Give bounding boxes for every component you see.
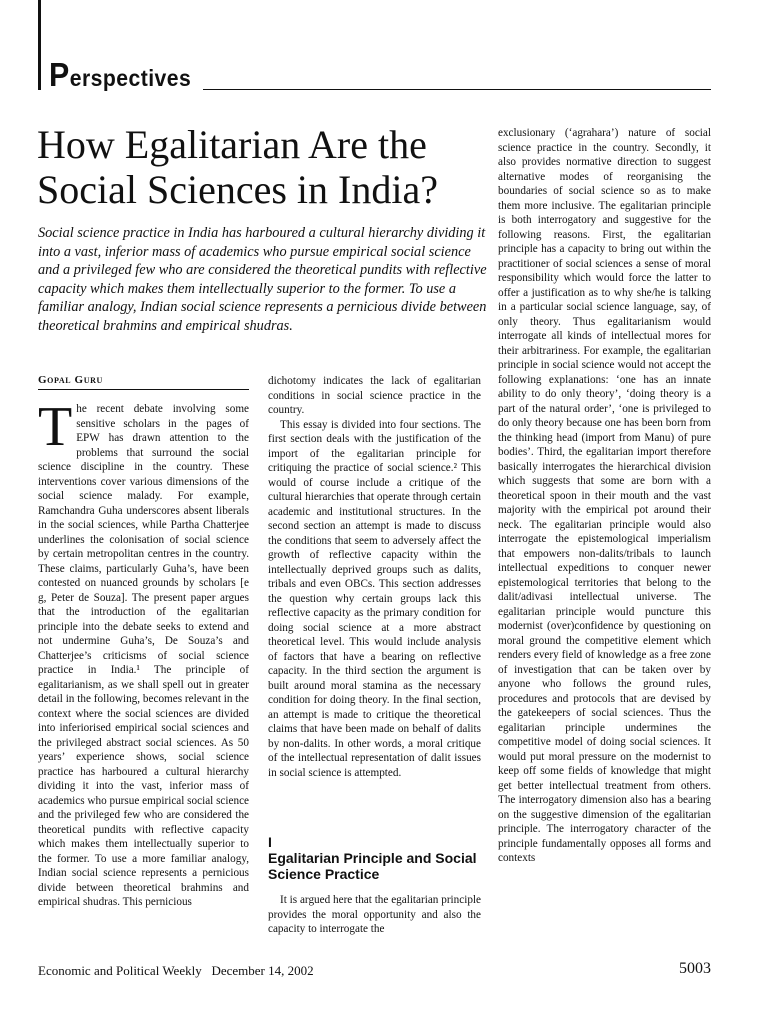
drop-cap: T: [38, 396, 73, 458]
column-2-paragraph-2: This essay is divided into four sections. The first section deals with the justification of the import of the egalitarian principle for critiquing the practice of social science.² This would of course include a critique of the cultural hierarchies that operate through certain academic and institutional structures. In the second section an attempt is made to discuss the conditions that seem to adversely affect the growth of reflective capacity within the intellectually deprived groups such as dalits, tribals and even OBCs. This section addresses the question why certain groups lack this reflective capacity as the primary condition for doing social science at a more abstract theoretical level. This would include analysis of factors that have a bearing on reflective capacity. In the third section the argument is built around moral stamina as the necessary condition for doing theory. In the final section, an attempt is made to critique the theoretical claims that have been made on behalf of dalits by non-dalits. In other words, a moral critique of the intellectual representation of dalit issues in social science is attempted.: [268, 418, 481, 779]
column-1-text: he recent debate involving some sensitive scholars in the pages of EPW has drawn attention to the problems that surround the social science discipline in the country. These interventions cover various dimensions of the social science malady. For example, Ramchandra Guha underscores absent liberals in the social sciences, while Partha Chatterjee underlines the colonisation of social science by certain metropolitan centres in the country. These claims, particularly Guha’s, have been contested on nuanced grounds by scholars [e g, Peter de Souza]. The present paper argues that the introduction of the egalitarian principle into the debate seeks to extend and not undermine Guha’s, De Souza’s and Chatterjee’s criticisms of social science practice in India.¹ The principle of egalitarianism, as we shall spell out in greater detail in the following, becomes relevant in the context where the social sciences are divided into inferiorised empirical social sciences and the privileged abstract social sciences. As 50 years’ experience shows, social science practice has harboured a cultural hierarchy dividing it into the vast, inferior mass of academics who pursue empirical social science and the privileged few who are considered the theoretical pundits with reflective capacity which makes them intellectually superior to the former. To use a more familiar analogy, Indian social science represents a pernicious divide between theoretical brahmins and empirical shudras. This pernicious: [38, 403, 249, 908]
author-rule: [38, 389, 249, 390]
section-horizontal-rule: [203, 89, 711, 90]
page-number: 5003: [679, 960, 711, 977]
section-vertical-rule: [38, 0, 41, 90]
section-heading-initial: P: [49, 56, 70, 93]
column-2: [268, 374, 481, 780]
column-2-continued: [268, 893, 481, 937]
issue-date: December 14, 2002: [211, 963, 314, 978]
article-title: How Egalitarian Are the Social Sciences in India?: [37, 122, 438, 212]
section-heading: [49, 58, 191, 91]
column-2-paragraph-1: dichotomy indicates the lack of egalitarian conditions in social science practice in the country.: [268, 375, 481, 416]
section-heading-rest: erspectives: [69, 65, 192, 91]
section-number: I: [268, 834, 272, 850]
column-1: [38, 396, 249, 910]
page-footer: [38, 963, 314, 979]
article-abstract: Social science practice in India has harboured a cultural hierarchy dividing it into a vast, inferior mass of academics who pursue empirical social science and a privileged few who are considered the theoretical pundits with reflective capacity which makes them intellectually superior to the former. To use a familiar analogy, Indian social science represents a pernicious divide between theoretical brahmins and empirical shudras.: [38, 225, 487, 334]
column-3-text: exclusionary (‘agrahara’) nature of social science practice in the country. Secondly, it also provides normative direction to suggest alternative modes of reorganising the boundaries of social science so as to make them more inclusive. The egalitarian principle is both interrogatory and suggestive for the following reasons. First, the egalitarian principle has a capacity to bring out within the practitioner of social sciences a sense of moral responsibility which would force the latter to offer a justification as to why she/he is talking in a particular social science language, say, of only theory. Thus egalitarianism would interrogate all kinds of intellectual mores for their arbitrariness. For example, the egalitarian principle in social science would not accept the following explanations: ‘one has an innate ability to do only theory’, ‘doing theory is a part of the natural order’, ‘one is privileged to do only theory because one has been born from the thinking head (import from Manu) of pure bodies’. Third, the egalitarian import therefore basically interrogates the hierarchical division which suggests that some are born with a theoretical spoon in their mouth and the vast majority with the empirical pot around their neck. The egalitarian principle would also interrogate the epistemological imperialism that empowers non-dalits/tribals to launch intellectual expeditions to conquer newer epistemological territories that belong to the dalit/adivasi intellectual universe. The egalitarian principle would puncture this modernist (over)confidence by questioning on moral ground the competitive element which renders every field of knowledge as a free zone of investigation that can be taken over by anyone who follows the ground rules, procedures and protocols that are devised by the gatekeepers of social sciences. Thus the egalitarian principle undermines the competitive model of doing social sciences. It would put moral pressure on the modernist to keep off some fields of knowledge that might get better intellectual treatment from others. The interrogatory dimension also has a bearing on the suggestive dimension of the egalitarian principle. The interrogatory character of the principle fundamentally opposes all forms and contexts: [498, 127, 711, 864]
column-2-paragraph-3: It is argued here that the egalitarian principle provides the moral opportunity and also the capacity to interrogate the: [268, 894, 481, 935]
section-title: Egalitarian Principle and Social Science Practice: [268, 850, 477, 882]
journal-name: Economic and Political Weekly: [38, 963, 202, 978]
column-3: [498, 126, 711, 866]
author-name: Gopal Guru: [38, 374, 103, 386]
